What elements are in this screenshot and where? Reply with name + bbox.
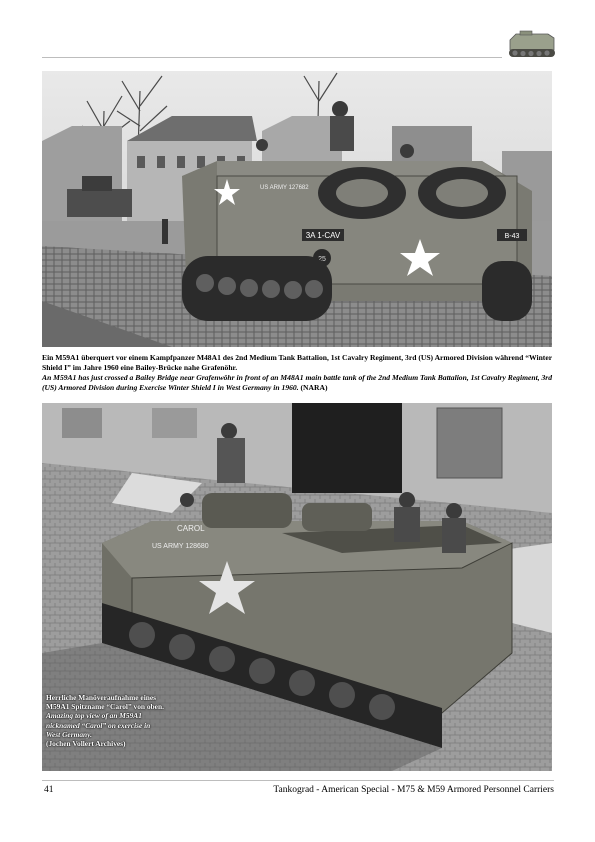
side-marking: US ARMY 127682 [260, 185, 309, 191]
caption-german: Herrliche Manöveraufnahme eines M59A1 Spitzname “Carol” von oben. [46, 693, 164, 712]
caption-english: An M59A1 has just crossed a Bailey Bridge near Grafenwöhr in front of an M48A1 main battle tank of the 2nd Medium Tank Battalion, 1st Cavalry Regiment, 3rd (US) Armored Division during Exercise Winter Shield I in West Germany in 1960. [42, 373, 553, 392]
side-marking: US ARMY 128680 [152, 543, 209, 550]
apc-vehicle-icon [506, 28, 558, 62]
running-title: Tankograd - American Special - M75 & M59 Armored Personnel Carriers [273, 785, 554, 795]
photo-bridge-crossing [42, 71, 552, 347]
caption-carol-top-view [46, 693, 166, 748]
hull-marking: 3A 1-CAV [305, 231, 341, 240]
header-rule [42, 57, 502, 58]
footer-rule [42, 780, 554, 781]
caption-bridge-crossing [42, 353, 554, 393]
rear-marking: B-43 [504, 233, 520, 240]
caption-english: Amazing top view of an M59A1 nicknamed “Carol” on exercise in West Germany. [46, 711, 151, 739]
bridge-class-number: 25 [318, 256, 326, 263]
photo-credit: (Jochen Vollert Archives) [46, 739, 126, 749]
caption-german: Ein M59A1 überquert vor einem Kampfpanzer M48A1 des 2nd Medium Tank Battalion, 1st Cavalry Regiment, 3rd (US) Armored Division während “Winter Shield I” im Jahre 1960 eine Bailey-Brücke nahe Grafenöhr. [42, 353, 552, 372]
photo-credit: (NARA) [300, 383, 328, 392]
vehicle-name-marking: CAROL [177, 524, 205, 533]
page-number: 41 [44, 785, 54, 795]
